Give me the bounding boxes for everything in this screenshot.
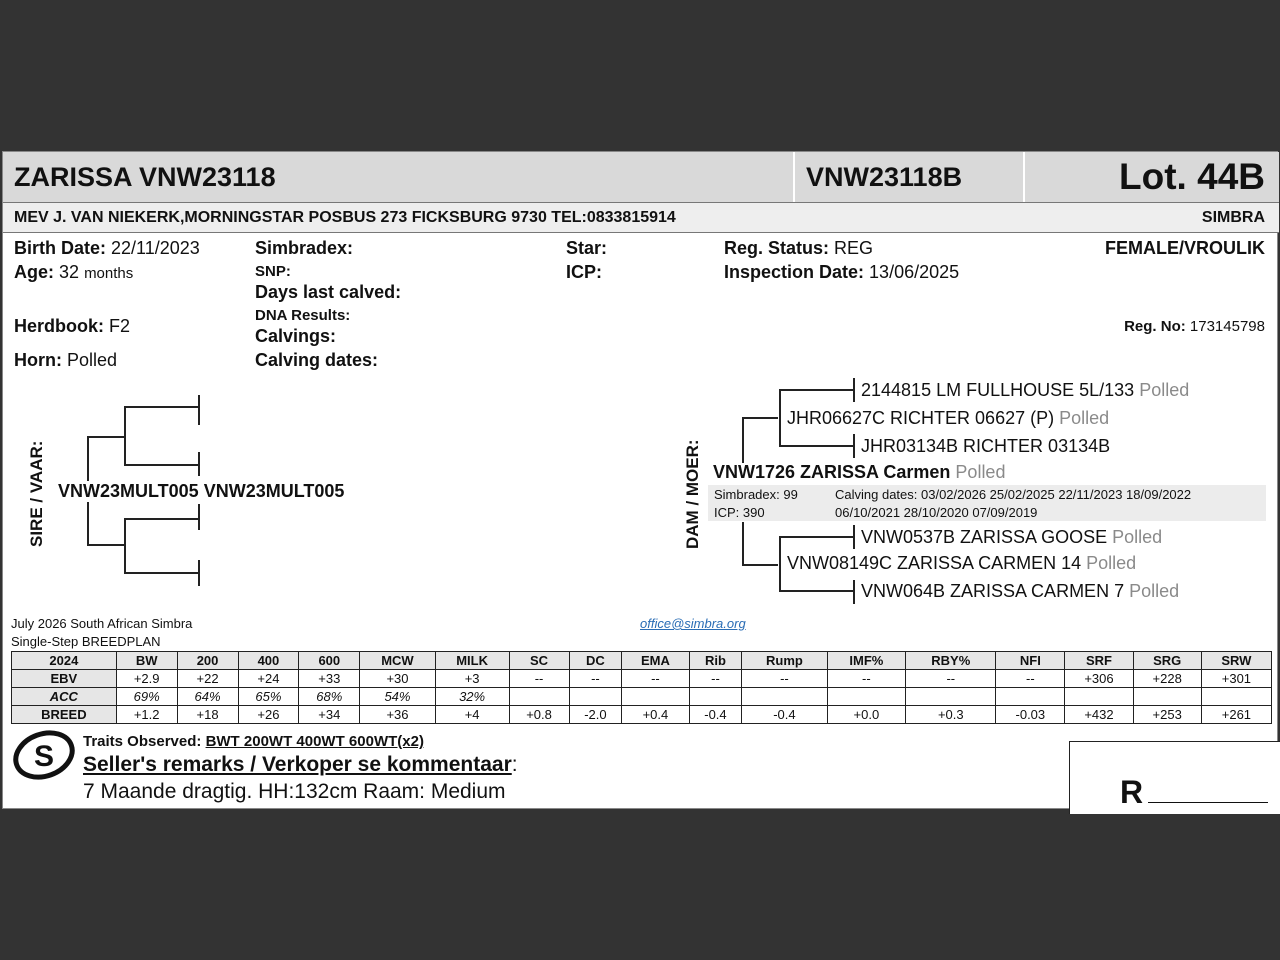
email-link[interactable]: office@simbra.org <box>640 616 746 631</box>
ebv-header-cell: 600 <box>299 652 360 670</box>
ebv-header-cell: SC <box>509 652 569 670</box>
ebv-header-cell: EMA <box>622 652 689 670</box>
ebv-cell <box>509 688 569 706</box>
dam-calving-dates-1: Calving dates: 03/02/2026 25/02/2025 22/11/2023 18/09/2022 <box>835 487 1192 502</box>
reg-status-label: Reg. Status: <box>724 238 830 258</box>
ebv-header-cell: SRG <box>1133 652 1201 670</box>
sire-label: SIRE / VAAR: <box>27 440 46 547</box>
ebv-cell <box>1133 688 1201 706</box>
reg-no <box>1124 318 1265 335</box>
ebv-cell: +301 <box>1201 670 1271 688</box>
ebv-row-label: ACC <box>12 688 117 706</box>
age-value: 32 <box>59 262 80 282</box>
birth-date <box>14 238 200 259</box>
age-label: Age: <box>14 262 54 282</box>
dam-dam-sire-horn: Polled <box>1112 527 1163 547</box>
ebv-row-label: BREED <box>12 706 117 724</box>
birth-date-label: Birth Date: <box>14 238 107 258</box>
dam-tree-line <box>779 445 853 447</box>
ebv-cell: +0.0 <box>827 706 906 724</box>
lot-card <box>2 151 1278 809</box>
ebv-cell: -- <box>996 670 1065 688</box>
remarks-colon: : <box>511 753 518 776</box>
ebv-cell: +432 <box>1065 706 1133 724</box>
ebv-cell: -0.4 <box>689 706 742 724</box>
ebv-cell: -- <box>906 670 996 688</box>
herdbook-label: Herdbook: <box>14 316 104 336</box>
ebv-cell: -0.03 <box>996 706 1065 724</box>
ebv-cell <box>996 688 1065 706</box>
reg-status <box>724 238 873 259</box>
ebv-cell <box>689 688 742 706</box>
logo-letter: S <box>33 740 55 773</box>
dam-icp: ICP: 390 <box>714 505 765 520</box>
ebv-cell: +33 <box>299 670 360 688</box>
ebv-cell: +30 <box>360 670 435 688</box>
ebv-cell <box>1065 688 1133 706</box>
ebv-cell: +22 <box>177 670 238 688</box>
calving-dates-label: Calving dates: <box>255 350 379 370</box>
horn-value: Polled <box>67 350 118 370</box>
ebv-cell: 69% <box>116 688 177 706</box>
snp-label: SNP: <box>255 263 291 280</box>
ebv-header-cell: Rump <box>742 652 827 670</box>
ebv-cell: -- <box>622 670 689 688</box>
sire-tree-line <box>124 406 126 466</box>
title-separator <box>1023 152 1025 202</box>
ebv-cell: +24 <box>238 670 299 688</box>
breedplan-title-2: Single-Step BREEDPLAN <box>11 634 161 649</box>
dam-tree-line <box>742 417 778 419</box>
traits-value: BWT 200WT 400WT 600WT(x2) <box>205 733 424 750</box>
traits-observed <box>83 733 424 750</box>
sire-tree-line <box>87 544 125 546</box>
ebv-cell <box>827 688 906 706</box>
dam-dam-dam <box>861 581 1179 602</box>
star-label: Star: <box>566 238 608 258</box>
dam-dam-sire-name: VNW0537B ZARISSA GOOSE <box>861 527 1108 547</box>
price-box <box>1069 741 1280 814</box>
ebv-table <box>11 651 1272 724</box>
ebv-cell <box>569 688 622 706</box>
dam-tree-line <box>779 536 853 538</box>
ebv-cell: -- <box>827 670 906 688</box>
dam-tree-line <box>779 590 853 592</box>
horn <box>14 350 117 371</box>
dam-sire-dam: JHR03134B RICHTER 03134B <box>861 436 1111 456</box>
remarks-text: 7 Maande dragtig. HH:132cm Raam: Medium <box>83 780 506 803</box>
simbradex-label: Simbradex: <box>255 238 354 258</box>
ebv-row <box>12 706 1272 724</box>
ebv-header-cell: BW <box>116 652 177 670</box>
reg-no-value: 173145798 <box>1189 318 1265 335</box>
breedplan-title-1: July 2026 South African Simbra <box>11 616 193 631</box>
ebv-cell: +261 <box>1201 706 1271 724</box>
lot-number: Lot. 44B <box>1119 156 1265 197</box>
sire-tree-line <box>87 436 125 438</box>
ebv-cell: 54% <box>360 688 435 706</box>
sire-tree-line <box>124 518 126 574</box>
ebv-row-label: EBV <box>12 670 117 688</box>
inspection-date <box>724 262 959 283</box>
ebv-cell <box>742 688 827 706</box>
ebv-cell: 65% <box>238 688 299 706</box>
age <box>14 262 133 283</box>
sire-name: VNW23MULT005 VNW23MULT005 <box>58 481 345 501</box>
herdbook <box>14 316 130 337</box>
dam-tree-line <box>742 522 744 566</box>
ebv-header-cell: 200 <box>177 652 238 670</box>
sire-tree-line <box>198 452 200 476</box>
ebv-cell: +0.3 <box>906 706 996 724</box>
ebv-row <box>12 688 1272 706</box>
ebv-header-cell: MILK <box>435 652 509 670</box>
dam-tree-line <box>742 417 744 463</box>
ebv-header-cell: MCW <box>360 652 435 670</box>
ebv-cell: +0.4 <box>622 706 689 724</box>
horn-label: Horn: <box>14 350 62 370</box>
sire-tree-line <box>124 518 198 520</box>
dam-simbradex: Simbradex: 99 <box>714 487 798 502</box>
dam-dam <box>787 553 1136 574</box>
owner-details: MEV J. VAN NIEKERK,MORNINGSTAR POSBUS 273 FICKSBURG 9730 TEL:0833815914 <box>14 209 676 226</box>
ebv-cell <box>1201 688 1271 706</box>
ebv-cell: +306 <box>1065 670 1133 688</box>
ebv-cell: -- <box>569 670 622 688</box>
simbra-logo-icon <box>11 728 77 782</box>
dam-sire-name: JHR06627C RICHTER 06627 (P) <box>787 408 1055 428</box>
ebv-cell: +26 <box>238 706 299 724</box>
ebv-cell <box>906 688 996 706</box>
dam-tree-line <box>779 536 781 592</box>
dam-dam-dam-name: VNW064B ZARISSA CARMEN 7 <box>861 581 1125 601</box>
price-input-line[interactable] <box>1148 802 1268 803</box>
ebv-header-cell: RBY% <box>906 652 996 670</box>
ebv-header-cell: IMF% <box>827 652 906 670</box>
ebv-cell: -- <box>742 670 827 688</box>
ebv-cell: +0.8 <box>509 706 569 724</box>
dam-dam-name: VNW08149C ZARISSA CARMEN 14 <box>787 553 1082 573</box>
ebv-header-cell: Rib <box>689 652 742 670</box>
reg-status-value: REG <box>834 238 874 258</box>
ebv-cell: +18 <box>177 706 238 724</box>
dna-results-label: DNA Results: <box>255 307 351 324</box>
ebv-cell: +3 <box>435 670 509 688</box>
days-last-calved-label: Days last calved: <box>255 282 402 302</box>
dam-dam-sire <box>861 527 1162 548</box>
ebv-cell: -- <box>689 670 742 688</box>
age-unit: months <box>84 265 134 282</box>
sire-tree-line <box>198 504 200 530</box>
ebv-cell: +1.2 <box>116 706 177 724</box>
dam-dam-dam-horn: Polled <box>1129 581 1180 601</box>
sire-tree-line <box>198 560 200 586</box>
dam-name: VNW1726 ZARISSA Carmen <box>713 462 951 482</box>
dam-tree-line <box>742 564 778 566</box>
ebv-header-row <box>12 652 1272 670</box>
dam-sire-sire-horn: Polled <box>1139 380 1190 400</box>
title-separator <box>793 152 795 202</box>
remarks-label: Seller's remarks / Verkoper se kommentaar <box>83 753 512 776</box>
sire-tree-line <box>124 464 198 466</box>
dam-calving-dates-2: 06/10/2021 28/10/2020 07/09/2019 <box>835 505 1038 520</box>
ebv-cell: +2.9 <box>116 670 177 688</box>
ebv-cell: -- <box>509 670 569 688</box>
ebv-header-cell: DC <box>569 652 622 670</box>
ebv-row <box>12 670 1272 688</box>
ebv-header-cell: 2024 <box>12 652 117 670</box>
ebv-cell: +228 <box>1133 670 1201 688</box>
dam-tree-line <box>853 525 855 549</box>
icp-label: ICP: <box>566 262 602 282</box>
dam-sire-sire-name: 2144815 LM FULLHOUSE 5L/133 <box>861 380 1135 400</box>
dam-tree-line <box>853 434 855 458</box>
dam-tree-line <box>779 389 781 447</box>
ebv-cell: +36 <box>360 706 435 724</box>
calvings-label: Calvings: <box>255 326 337 346</box>
inspection-label: Inspection Date: <box>724 262 865 282</box>
ebv-cell: -2.0 <box>569 706 622 724</box>
animal-name: ZARISSA VNW23118 <box>14 162 276 192</box>
dam-tree-line <box>779 389 853 391</box>
dam-tree-line <box>853 378 855 402</box>
ebv-cell: 68% <box>299 688 360 706</box>
sex: FEMALE/VROULIK <box>1105 238 1265 258</box>
ebv-cell: +4 <box>435 706 509 724</box>
sire-tree-line <box>198 395 200 425</box>
inspection-value: 13/06/2025 <box>869 262 960 282</box>
ebv-cell: 64% <box>177 688 238 706</box>
ebv-cell: -0.4 <box>742 706 827 724</box>
sire-tree-line <box>124 572 198 574</box>
ebv-header-cell: SRW <box>1201 652 1271 670</box>
dam-dam-horn: Polled <box>1086 553 1137 573</box>
dam-tree-line <box>853 580 855 604</box>
ebv-header-cell: NFI <box>996 652 1065 670</box>
sire-tree-line <box>124 406 198 408</box>
ebv-cell: +34 <box>299 706 360 724</box>
dam-sire-sire <box>861 380 1189 401</box>
herdbook-value: F2 <box>109 316 131 336</box>
breed-name: SIMBRA <box>1201 209 1265 226</box>
reg-no-label: Reg. No: <box>1124 318 1186 335</box>
traits-label: Traits Observed: <box>83 733 202 750</box>
ebv-header-cell: 400 <box>238 652 299 670</box>
ebv-header-cell: SRF <box>1065 652 1133 670</box>
ebv-cell <box>622 688 689 706</box>
dam-horn: Polled <box>955 462 1006 482</box>
ebv-cell: 32% <box>435 688 509 706</box>
price-label: R <box>1120 774 1144 810</box>
birth-date-value: 22/11/2023 <box>111 238 200 258</box>
dam <box>713 462 1005 483</box>
dam-sire-horn: Polled <box>1059 408 1110 428</box>
ebv-cell: +253 <box>1133 706 1201 724</box>
dam-sire <box>787 408 1109 429</box>
animal-id-code: VNW23118B <box>806 162 963 192</box>
remarks-heading <box>83 753 518 777</box>
dam-label: DAM / MOER: <box>683 439 702 549</box>
